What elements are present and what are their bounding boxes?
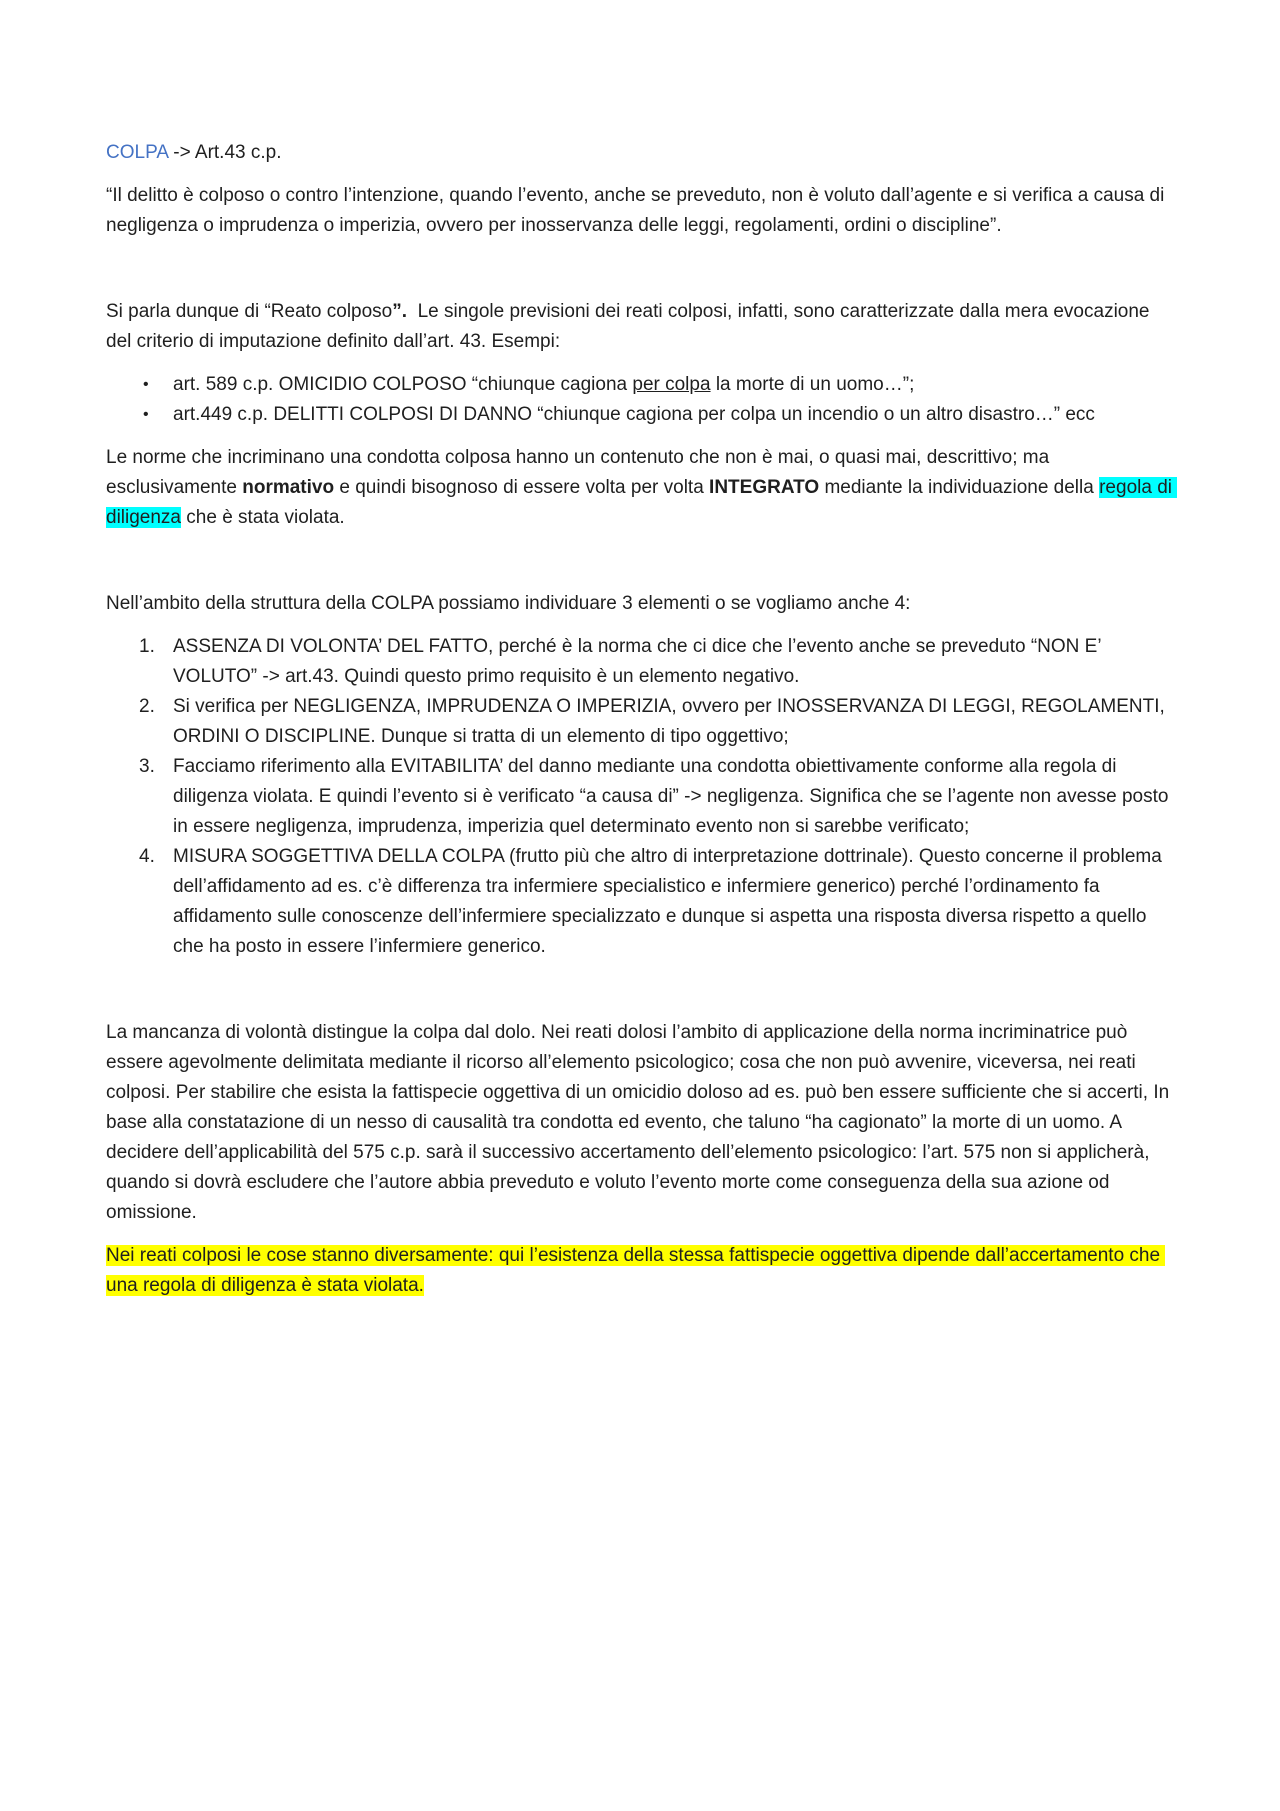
reati-colposi-highlight [106, 1241, 1174, 1301]
quote-art43 [106, 181, 1174, 241]
text-run: la morte di un uomo…”; [710, 374, 915, 395]
text-run: ”. [392, 301, 408, 322]
list-number: 3. [139, 756, 155, 777]
text-run: Si parla dunque di “Reato colposo [106, 301, 393, 322]
text-run: -> Art.43 c.p. [167, 142, 282, 163]
norme-normativo [106, 443, 1178, 533]
text-run: regola di diligenza [106, 477, 1178, 528]
blank-line [106, 546, 1174, 576]
struttura-colpa-intro [106, 589, 1174, 619]
text-run: Le singole previsioni dei reati colposi, infatti, sono caratterizzate dalla mera evocazione del criterio di imputazione definito dall’art. 43. Esempi: [106, 301, 1155, 352]
text-run: art.449 c.p. DELITTI COLPOSI DI DANNO “chiunque cagiona per colpa un incendio o un altro disastro…” ecc [173, 404, 1095, 425]
examples-list [106, 370, 1174, 430]
list-number: 2. [139, 696, 155, 717]
list-item [106, 752, 1174, 842]
text-run: INTEGRATO [709, 477, 820, 498]
text-run: art. 589 c.p. OMICIDIO COLPOSO “chiunque cagiona [173, 374, 633, 395]
bullet-icon: • [143, 406, 149, 423]
text-run: Nell’ambito della struttura della COLPA possiamo individuare 3 elementi o se vogliamo anche 4: [106, 593, 911, 614]
text-run: Si verifica per NEGLIGENZA, IMPRUDENZA O IMPERIZIA, ovvero per INOSSERVANZA DI LEGGI, REGOLAMENTI, ORDINI O DISCIPLINE. Dunque si tratta di un elemento di tipo oggettivo; [173, 696, 1171, 747]
text-run: ASSENZA DI VOLONTA’ DEL FATTO, perché è la norma che ci dice che l’evento anche se preveduto “NON E’ VOLUTO” -> art.43. Quindi questo primo requisito è un elemento negativo. [173, 636, 1107, 687]
list-item [106, 632, 1174, 692]
list-item [106, 692, 1174, 752]
mancanza-volonta [106, 1018, 1174, 1228]
bullet-icon: • [143, 376, 149, 393]
list-item [106, 842, 1174, 962]
text-run: Nei reati colposi le cose stanno diversamente: qui l’esistenza della stessa fattispecie oggettiva dipende dall’accertamento che una regola di diligenza è stata violata. [106, 1245, 1166, 1296]
text-run: Facciamo riferimento alla EVITABILITA’ del danno mediante una condotta obiettivamente conforme alla regola di diligenza violata. E quindi l’evento si è verificato “a causa di” -> negligenza. Significa che se l’agente non avesse posto in essere negligenza, imprudenza, imperizia quel determinato evento non si sarebbe verificato; [173, 756, 1174, 837]
text-run: che è stata violata. [181, 507, 345, 528]
intro-reato-colposo [106, 297, 1174, 357]
text-run: mediante la individuazione della [819, 477, 1100, 498]
text-run: La mancanza di volontà distingue la colpa dal dolo. Nei reati dolosi l’ambito di applicazione della norma incriminatrice può essere agevolmente delimitata mediante il ricorso all’elemento psicologico; cosa che non può avvenire, viceversa, nei reati colposi. Per stabilire che esista la fattispecie oggettiva di un omicidio doloso ad es. può ben essere sufficiente che si accerti, In base alla constatazione di un nesso di causalità tra condotta ed evento, che taluno “ha cagionato” la morte di un uomo. A decidere dell’applicabilità del 575 c.p. sarà il successivo accertamento dell’elemento psicologico: l’art. 575 non si applicherà, quando si dovrà escludere che l’autore abbia preveduto e voluto l’evento morte come conseguenza della sua azione od omissione. [106, 1022, 1175, 1223]
text-run: “Il delitto è colposo o contro l’intenzione, quando l’evento, anche se preveduto, non è voluto dall’agente e si verifica a causa di negligenza o imprudenza o imperizia, ovvero per inosservanza delle leggi, regolamenti, ordini o discipline”. [106, 185, 1170, 236]
text-run: MISURA SOGGETTIVA DELLA COLPA (frutto più che altro di interpretazione dottrinale). Questo concerne il problema dell’affidamento ad es. c’è differenza tra infermiere specialistico e infermiere generico) perché l’ordinamento fa affidamento sulle conoscenze dell’infermiere specializzato e dunque si aspetta una risposta diversa rispetto a quello che ha posto in essere l’infermiere generico. [173, 846, 1168, 957]
text-run: COLPA [106, 142, 168, 163]
blank-line [106, 975, 1174, 1005]
text-run: per colpa [632, 374, 711, 395]
list-number: 1. [139, 636, 155, 657]
document-title [106, 138, 1174, 168]
text-run: normativo [242, 477, 335, 498]
text-run: e quindi bisognoso di essere volta per volta [334, 477, 710, 498]
list-item [106, 400, 1174, 430]
blank-line [106, 254, 1174, 284]
list-number: 4. [139, 846, 155, 867]
elementi-list [106, 632, 1174, 962]
list-item [106, 370, 1174, 400]
text-run: Le norme che incriminano una condotta colposa hanno un contenuto che non è mai, o quasi mai, descrittivo; ma esclusivamente [106, 447, 1055, 498]
